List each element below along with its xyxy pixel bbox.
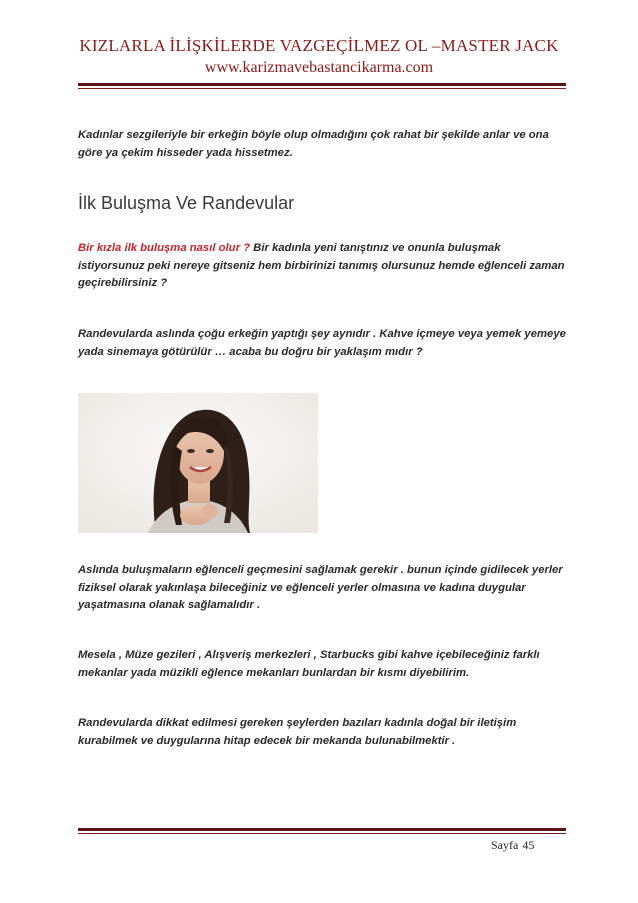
- intro-paragraph: Kadınlar sezgileriyle bir erkeğin böyle olup olmadığını çok rahat bir şekilde anlar ve ona göre ya çekim hisseder yada hissetmez.: [78, 129, 549, 159]
- paragraph-first-date: [78, 240, 568, 293]
- footer-rule-thick: [78, 828, 566, 831]
- paragraph-examples: Mesela , Müze gezileri , Alışveriş merkezleri , Starbucks gibi kahve içebileceğiniz farklı mekanlar yada müzikli eğlence mekanları bunlardan bir kısmı diyebilirim.: [78, 649, 540, 679]
- footer-rule-thin: [78, 833, 566, 834]
- question-lead: Bir kızla ilk buluşma nasıl olur ?: [78, 242, 251, 254]
- header-title: KIZLARLA İLİŞKİLERDE VAZGEÇİLMEZ OL –MASTER JACK: [79, 36, 559, 55]
- header-url: www.karizmavebastancikarma.com: [204, 59, 434, 76]
- paragraph-dates-common: Randevularda aslında çoğu erkeğin yaptığı şey aynıdır . Kahve içmeye veya yemek yemeye yada sinemaya götürülür … acaba bu doğru bir yaklaşım mıdır ?: [78, 328, 566, 358]
- paragraph-fun-dates: Aslında buluşmaların eğlenceli geçmesini sağlamak gerekir . bunun içinde gidilecek yerler fiziksel olarak yakınlaşa bileceğiniz ve eğlenceli yerler olmasına ve kadına duygular yaşatmasına olanak sağlamalıdır .: [78, 564, 563, 612]
- portrait-photo: [78, 393, 318, 533]
- page-footer: [491, 838, 534, 853]
- footer-label: Sayfa: [491, 838, 519, 852]
- page-number: 45: [522, 838, 535, 852]
- paragraph-first-date-text: Bir kadınla yeni tanıştınız ve onunla buluşmak istiyorsunuz peki nereye gitseniz hem birbirinizi tanımış olursunuz hemde eğlenceli zaman geçirebilirsiniz ?: [78, 242, 565, 290]
- header-rule-thin: [78, 88, 566, 89]
- paragraph-attention: Randevularda dikkat edilmesi gereken şeylerden bazıları kadınla doğal bir iletişim kurabilmek ve duygularına hitap edecek bir mekanda bulunabilmektir .: [78, 717, 517, 747]
- page-header: [0, 36, 638, 78]
- portrait-illustration: [78, 393, 318, 533]
- header-rule-thick: [78, 83, 566, 86]
- section-heading: İlk Buluşma Ve Randevular: [78, 193, 295, 213]
